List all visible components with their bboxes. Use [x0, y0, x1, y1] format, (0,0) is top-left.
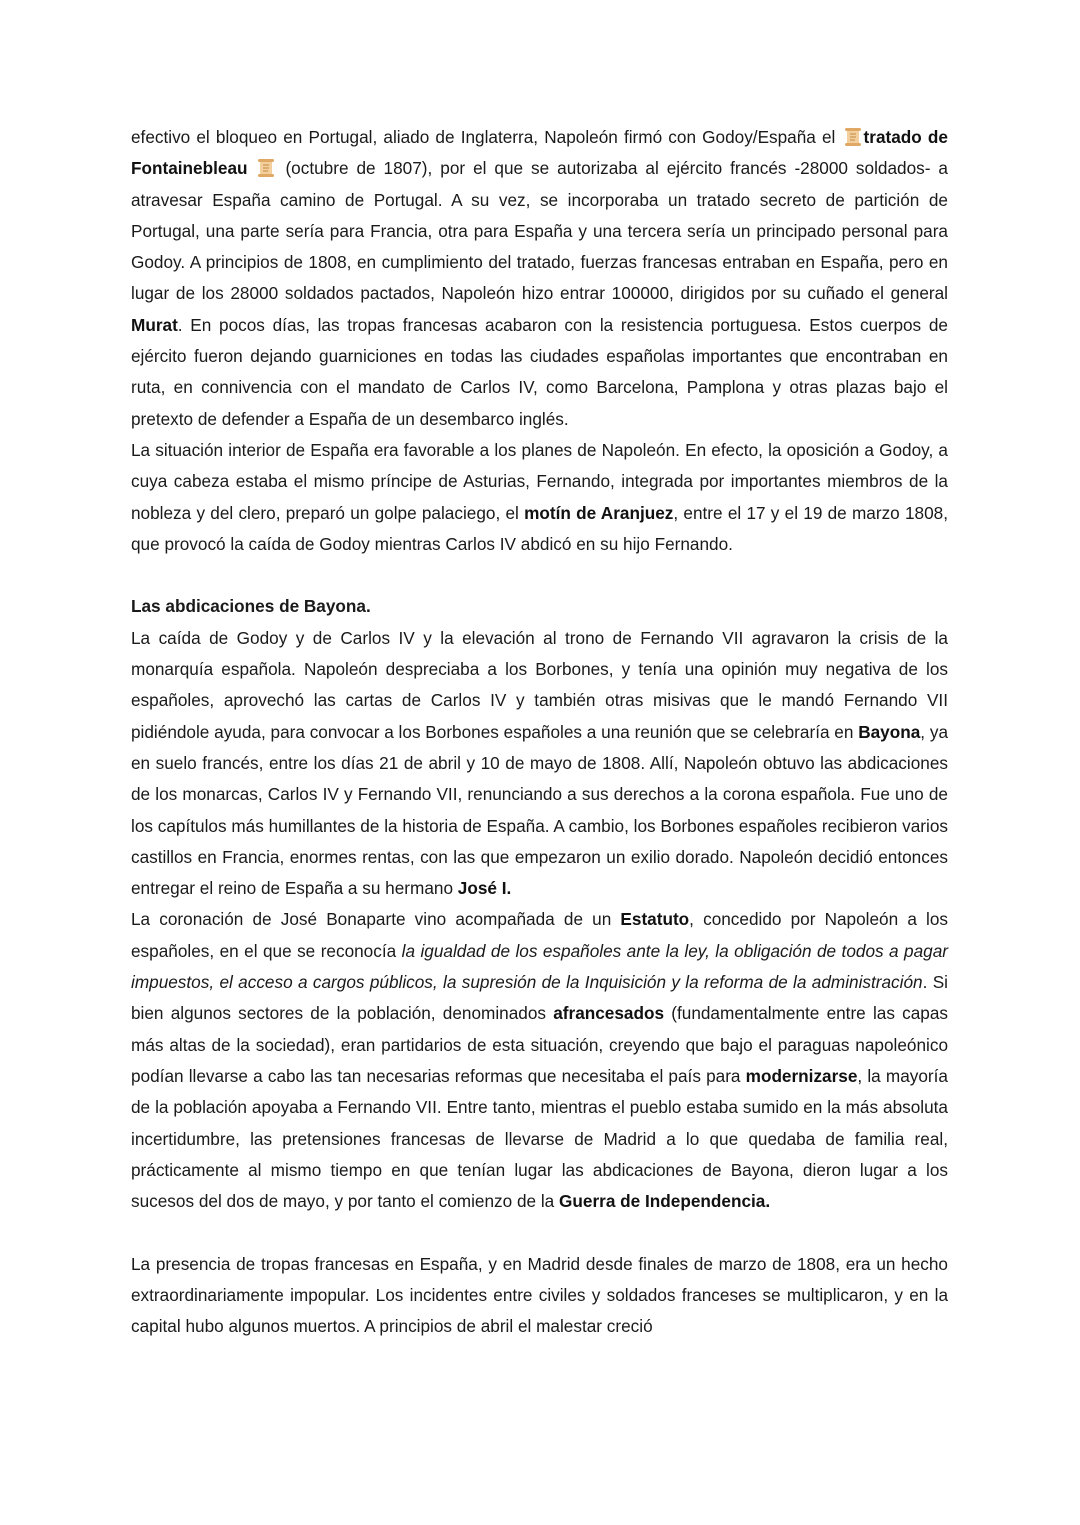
italic-phrase: la igualdad de los españoles ante la ley, la obligación de todos a pagar impuestos, el acceso a cargos públicos, la supresión de la Inquisición y la reforma de la administración	[131, 940, 949, 993]
scroll-icon	[257, 158, 275, 178]
bold-term: Estatuto	[620, 909, 690, 930]
blank-line	[131, 1217, 948, 1248]
bold-term: motín de Aranjuez	[524, 502, 674, 523]
bold-term: Bayona	[858, 721, 921, 742]
scroll-icon	[844, 127, 862, 147]
bold-term: afrancesados	[553, 1003, 665, 1024]
section-heading: Las abdicaciones de Bayona.	[131, 596, 371, 617]
document-page	[131, 122, 948, 1343]
bold-term: modernizarse	[745, 1065, 858, 1086]
paragraph: La presencia de tropas francesas en España, y en Madrid desde finales de marzo de 1808, era un hecho extraordinariamente impopular. Los incidentes entre civiles y soldados franceses se multiplicaron, y en la capital hubo algunos muertos. A principios de abril el malestar creció	[131, 1253, 948, 1337]
blank-line	[131, 560, 948, 591]
paragraph: La caída de Godoy y de Carlos IV y la elevación al trono de Fernando VII agravaron la crisis de la monarquía española. Napoleón despreciaba a los Borbones, y tenía una opinión muy negativa de los españoles, aprovechó las cartas de Carlos IV y también otras misivas que le mandó Fernando VII pidiéndole ayuda, para convocar a los Borbones españoles a una reunión que se celebraría en Bayona, ya en suelo francés, entre los días 21 de abril y 10 de mayo de 1808. Allí, Napoleón obtuvo las abdicaciones de los monarcas, Carlos IV y Fernando VII, renunciando a sus derechos a la corona española. Fue uno de los capítulos más humillantes de la historia de España. A cambio, los Borbones españoles recibieron varios castillos en Francia, enormes rentas, con las que empezaron un exilio dorado. Napoleón decidió entonces entregar el reino de España a su hermano José I.	[131, 627, 949, 899]
bold-term: José I.	[457, 878, 512, 899]
paragraph: efectivo el bloqueo en Portugal, aliado de Inglaterra, Napoleón firmó con Godoy/España el tratado de Fontainebleau (octubre de 1807), por el que se autorizaba al ejército francés -28000 soldados- a atravesar España camino de Portugal. A su vez, se incorporaba un tratado secreto de partición de Portugal, una parte sería para Francia, otra para España y una tercera sería un principado personal para Godoy. A principios de 1808, en cumplimiento del tratado, fuerzas francesas entraban en España, pero en lugar de los 28000 soldados pactados, Napoleón hizo entrar 100000, dirigidos por su cuñado el general Murat. En pocos días, las tropas francesas acabaron con la resistencia portuguesa. Estos cuerpos de ejército fueron dejando guarniciones en todas las ciudades españolas importantes que encontraban en ruta, en connivencia con el mandato de Carlos IV, como Barcelona, Pamplona y otras plazas bajo el pretexto de defender a España de un desembarco inglés.	[131, 127, 948, 429]
bold-term: Murat	[131, 314, 178, 335]
bold-term: Guerra de Independencia.	[559, 1191, 771, 1212]
paragraph: La coronación de José Bonaparte vino acompañada de un Estatuto, concedido por Napoleón a los españoles, en el que se reconocía la igualdad de los españoles ante la ley, la obligación de todos a pagar impuestos, el acceso a cargos públicos, la supresión de la Inquisición y la reforma de la administración. Si bien algunos sectores de la población, denominados afrancesados (fundamentalmente entre las capas más altas de la sociedad), eran partidarios de esta situación, creyendo que bajo el paraguas napoleónico podían llevarse a cabo las tan necesarias reformas que necesitaba el país para modernizarse, la mayoría de la población apoyaba a Fernando VII. Entre tanto, mientras el pueblo estaba sumido en la más absoluta incertidumbre, las pretensiones francesas de llevarse de Madrid a lo que quedaba de familia real, prácticamente al mismo tiempo en que tenían lugar las abdicaciones de Bayona, dieron lugar a los sucesos del dos de mayo, y por tanto el comienzo de la Guerra de Independencia.	[131, 909, 949, 1212]
paragraph: La situación interior de España era favorable a los planes de Napoleón. En efecto, la oposición a Godoy, a cuya cabeza estaba el mismo príncipe de Asturias, Fernando, integrada por importantes miembros de la nobleza y del clero, preparó un golpe palaciego, el motín de Aranjuez, entre el 17 y el 19 de marzo 1808, que provocó la caída de Godoy mientras Carlos IV abdicó en su hijo Fernando.	[131, 439, 948, 554]
bold-term: tratado de Fontainebleau	[131, 127, 948, 179]
